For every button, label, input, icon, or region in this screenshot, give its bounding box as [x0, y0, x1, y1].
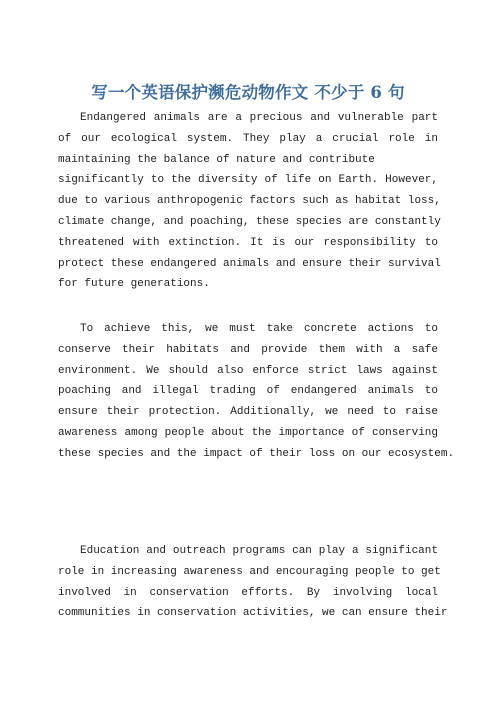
text-line: conserve their habitats and provide them with a safe [58, 343, 438, 356]
text-line: involved in conservation efforts. By involving local [58, 586, 438, 599]
text-line: awareness among people about the importance of conserving [58, 426, 438, 439]
text-line: environment. We should also enforce strict laws against [58, 364, 438, 377]
text-line: maintaining the balance of nature and contribute [58, 153, 375, 166]
text-line: threatened with extinction. It is our responsibility to [58, 236, 438, 249]
text-line: ensure their protection. Additionally, we need to raise [58, 406, 438, 419]
paragraph-2 [58, 319, 455, 465]
text-line: of our ecological system. They play a crucial role in [58, 132, 438, 145]
text-line: these species and the impact of their loss on our ecosystem. [58, 447, 455, 460]
text-line: role in increasing awareness and encouraging people to get [58, 565, 441, 578]
text-line: significantly to the diversity of life on Earth. However, [58, 174, 438, 187]
document-title: 写一个英语保护濒危动物作文 不少于 6 句 [91, 83, 405, 102]
text-line: for future generations. [58, 278, 210, 291]
text-line: poaching and illegal trading of endangered animals to [58, 385, 438, 398]
paragraph-3 [58, 541, 448, 624]
text-line: communities in conservation activities, we can ensure their [58, 607, 448, 620]
text-line: climate change, and poaching, these species are constantly [58, 215, 441, 228]
paragraph-1 [58, 108, 441, 295]
text-line: protect these endangered animals and ensure their survival [58, 257, 441, 270]
text-line: To achieve this, we must take concrete actions to [80, 323, 438, 335]
text-line: due to various anthropogenic factors such as habitat loss, [58, 195, 441, 208]
text-line: Education and outreach programs can play a significant [80, 545, 438, 557]
text-line: Endangered animals are a precious and vulnerable part [80, 112, 438, 124]
